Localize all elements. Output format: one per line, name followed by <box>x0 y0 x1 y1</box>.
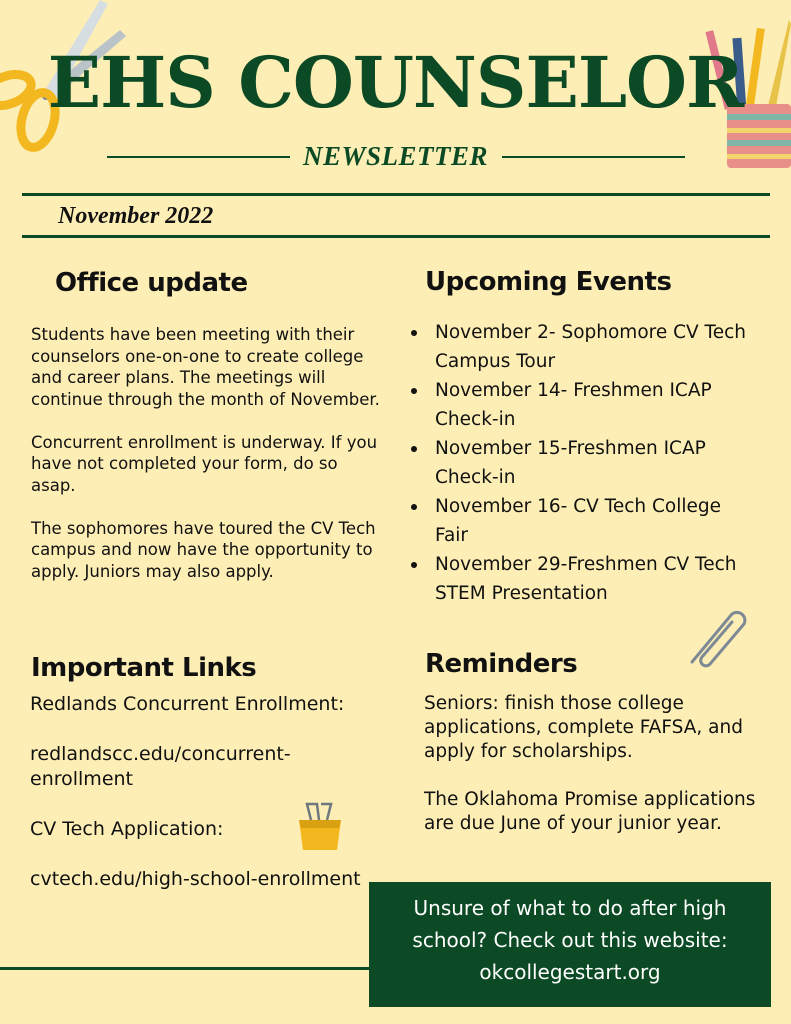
office-update-body <box>31 324 381 604</box>
date-rule-bottom <box>22 235 770 238</box>
binder-clip-icon <box>295 800 345 854</box>
subtitle-right-line <box>502 156 685 158</box>
event-item <box>407 376 747 434</box>
redlands-link[interactable]: redlandscc.edu/concurrent-enrollment <box>30 743 291 790</box>
event-text: November 16- CV Tech College Fair <box>435 496 722 546</box>
reminder-paragraph: Seniors: finish those college applications, complete FAFSA, and apply for scholarships. <box>424 693 743 762</box>
bullet-icon <box>411 330 417 336</box>
date-rule-top <box>22 193 770 196</box>
issue-date: November 2022 <box>58 203 214 229</box>
links-label: Redlands Concurrent Enrollment: <box>30 693 345 715</box>
promo-link[interactable]: okcollegestart.org <box>479 960 661 984</box>
event-text: November 15-Freshmen ICAP Check-in <box>435 438 706 488</box>
reminders-body <box>424 692 769 861</box>
footer-rule <box>0 967 370 970</box>
bullet-icon <box>411 562 417 568</box>
newsletter-subtitle: NEWSLETTER <box>302 141 489 171</box>
event-item <box>407 434 747 492</box>
event-item <box>407 318 747 376</box>
important-links-heading: Important Links <box>31 653 257 683</box>
event-text: November 2- Sophomore CV Tech Campus Tour <box>435 322 746 372</box>
promo-text: Unsure of what to do after high school? Check out this website: <box>412 896 728 952</box>
newsletter-title: EHS COUNSELOR <box>47 41 744 124</box>
office-update-paragraph: Students have been meeting with their counselors one-on-one to create college and career plans. The meetings will continue through the month of November. <box>31 325 380 409</box>
event-text: November 29-Freshmen CV Tech STEM Presentation <box>435 554 737 604</box>
paperclip-icon <box>680 600 750 670</box>
upcoming-events-heading: Upcoming Events <box>425 267 672 297</box>
reminder-paragraph: The Oklahoma Promise applications are due June of your junior year. <box>424 789 756 834</box>
event-item <box>407 492 747 550</box>
office-update-paragraph: Concurrent enrollment is underway. If you have not completed your form, do so asap. <box>31 432 378 495</box>
bullet-icon <box>411 504 417 510</box>
event-text: November 14- Freshmen ICAP Check-in <box>435 380 712 430</box>
links-label: CV Tech Application: <box>30 818 224 840</box>
office-update-heading: Office update <box>55 268 248 298</box>
bullet-icon <box>411 446 417 452</box>
events-list <box>407 318 747 608</box>
reminders-heading: Reminders <box>425 649 578 679</box>
cvtech-link[interactable]: cvtech.edu/high-school-enrollment <box>30 868 361 890</box>
bullet-icon <box>411 388 417 394</box>
promo-box <box>369 882 771 1007</box>
office-update-paragraph: The sophomores have toured the CV Tech campus and now have the opportunity to apply. Juniors may also apply. <box>31 518 376 581</box>
